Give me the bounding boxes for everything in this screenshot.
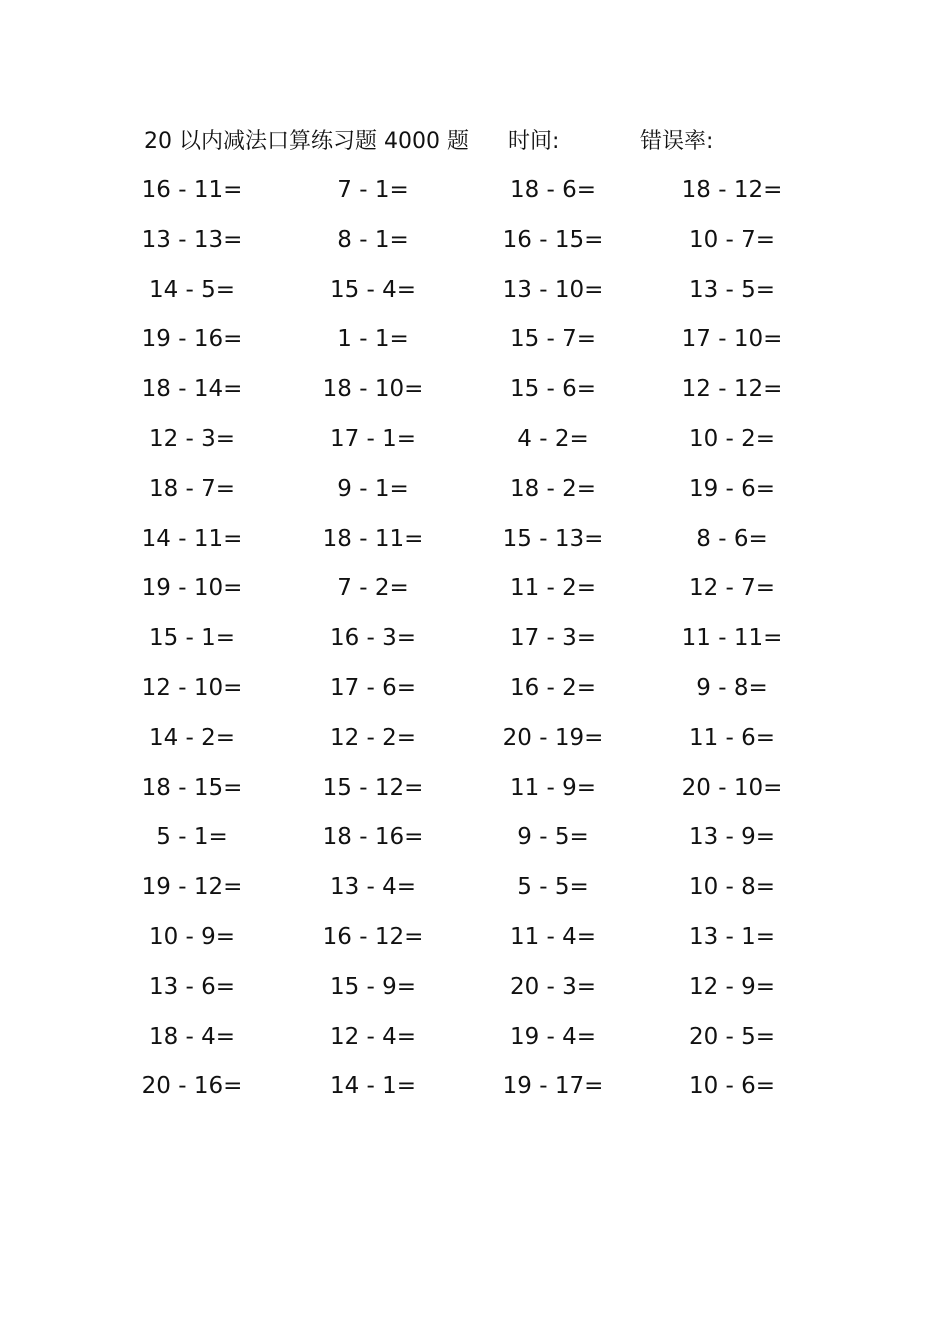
problem-row <box>0 1068 950 1118</box>
problem-item: 17 - 10= <box>681 326 783 353</box>
problem-item: 18 - 6= <box>509 177 597 203</box>
problem-item: 13 - 13= <box>141 226 243 253</box>
problem-item: 14 - 1= <box>329 1073 417 1100</box>
problem-item: 9 - 1= <box>337 475 409 502</box>
problem-item: 15 - 1= <box>148 625 236 652</box>
problem-row <box>0 620 950 670</box>
problem-item: 17 - 1= <box>329 425 417 452</box>
problem-item: 16 - 12= <box>322 923 424 950</box>
problem-item: 11 - 9= <box>509 774 597 801</box>
problem-item: 1 - 1= <box>337 326 409 353</box>
problem-item: 19 - 4= <box>509 1023 597 1050</box>
problem-item: 12 - 9= <box>688 973 776 1000</box>
problem-row <box>0 521 950 571</box>
problem-item: 19 - 17= <box>502 1073 604 1100</box>
problem-item: 20 - 10= <box>681 774 783 801</box>
problem-item: 18 - 11= <box>322 525 424 552</box>
problem-item: 18 - 4= <box>148 1023 236 1050</box>
problem-item: 16 - 15= <box>502 226 604 253</box>
problem-item: 9 - 8= <box>696 674 768 701</box>
problem-item: 17 - 3= <box>509 625 597 652</box>
problem-item: 16 - 11= <box>141 177 243 203</box>
problem-row <box>0 819 950 869</box>
problem-item: 10 - 7= <box>688 226 776 253</box>
problem-item: 4 - 2= <box>517 425 589 452</box>
problem-item: 13 - 10= <box>502 276 604 303</box>
problem-item: 12 - 10= <box>141 674 243 701</box>
problem-item: 14 - 2= <box>148 724 236 751</box>
problem-row <box>0 720 950 770</box>
problem-item: 18 - 15= <box>141 774 243 801</box>
problem-item: 10 - 2= <box>688 425 776 452</box>
problem-item: 15 - 12= <box>322 774 424 801</box>
problem-row <box>0 570 950 620</box>
problem-item: 18 - 7= <box>148 475 236 502</box>
problem-item: 18 - 16= <box>322 824 424 851</box>
problem-row <box>0 1019 950 1069</box>
problem-item: 11 - 6= <box>688 724 776 751</box>
problem-row <box>0 670 950 720</box>
problem-item: 19 - 16= <box>141 326 243 353</box>
problem-item: 11 - 11= <box>681 625 783 652</box>
problem-row <box>0 471 950 521</box>
problem-row <box>0 222 950 272</box>
problem-row <box>0 969 950 1019</box>
problem-item: 5 - 1= <box>156 824 228 851</box>
problem-row <box>0 770 950 820</box>
problem-item: 9 - 5= <box>517 824 589 851</box>
problem-row <box>0 371 950 421</box>
problem-item: 8 - 6= <box>696 525 768 552</box>
problem-item: 18 - 14= <box>141 376 243 403</box>
problem-item: 12 - 3= <box>148 425 236 452</box>
problem-item: 11 - 4= <box>509 923 597 950</box>
problem-item: 12 - 4= <box>329 1023 417 1050</box>
problem-item: 12 - 7= <box>688 575 776 602</box>
problem-item: 18 - 12= <box>681 177 783 203</box>
problem-row <box>0 172 950 222</box>
problem-row <box>0 421 950 471</box>
problem-item: 20 - 16= <box>141 1073 243 1100</box>
problem-item: 14 - 5= <box>148 276 236 303</box>
problem-row <box>0 869 950 919</box>
problem-item: 15 - 6= <box>509 376 597 403</box>
problem-item: 10 - 8= <box>688 874 776 901</box>
problem-row <box>0 272 950 322</box>
worksheet-header <box>144 124 844 160</box>
problem-item: 10 - 6= <box>688 1073 776 1100</box>
problem-item: 7 - 2= <box>337 575 409 602</box>
problem-item: 7 - 1= <box>337 177 409 203</box>
problem-item: 17 - 6= <box>329 674 417 701</box>
problem-row <box>0 919 950 969</box>
problem-item: 20 - 5= <box>688 1023 776 1050</box>
problem-item: 13 - 5= <box>688 276 776 303</box>
problem-item: 19 - 10= <box>141 575 243 602</box>
problem-item: 12 - 2= <box>329 724 417 751</box>
problem-item: 11 - 2= <box>509 575 597 602</box>
worksheet-title: 20 以内减法口算练习题 4000 题 <box>144 129 469 154</box>
problem-item: 19 - 6= <box>688 475 776 502</box>
problem-item: 15 - 4= <box>329 276 417 303</box>
time-label: 时间: <box>508 129 560 154</box>
problem-item: 13 - 9= <box>688 824 776 851</box>
problem-item: 18 - 10= <box>322 376 424 403</box>
problem-item: 13 - 4= <box>329 874 417 901</box>
problem-item: 20 - 3= <box>509 973 597 1000</box>
problem-row <box>0 321 950 371</box>
problem-item: 20 - 19= <box>502 724 604 751</box>
problem-item: 5 - 5= <box>517 874 589 901</box>
problem-item: 16 - 2= <box>509 674 597 701</box>
problem-item: 13 - 6= <box>148 973 236 1000</box>
problem-item: 15 - 9= <box>329 973 417 1000</box>
problem-item: 15 - 13= <box>502 525 604 552</box>
problem-item: 14 - 11= <box>141 525 243 552</box>
problem-item: 18 - 2= <box>509 475 597 502</box>
problem-grid <box>0 172 950 1118</box>
problem-item: 8 - 1= <box>337 226 409 253</box>
problem-item: 13 - 1= <box>688 923 776 950</box>
problem-item: 19 - 12= <box>141 874 243 901</box>
problem-item: 12 - 12= <box>681 376 783 403</box>
problem-item: 10 - 9= <box>148 923 236 950</box>
problem-item: 15 - 7= <box>509 326 597 353</box>
error-rate-label: 错误率: <box>640 129 714 154</box>
problem-item: 16 - 3= <box>329 625 417 652</box>
